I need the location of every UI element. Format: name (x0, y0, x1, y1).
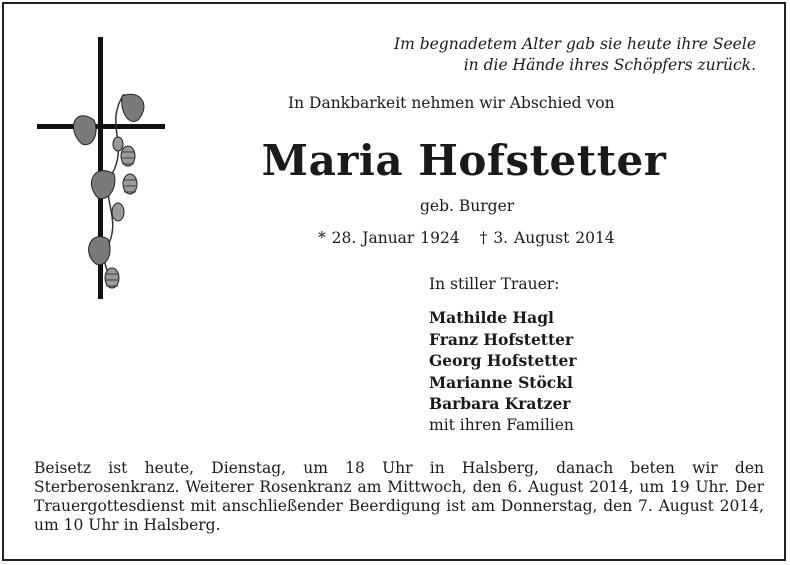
quote-line: in die Hände ihres Schöpfers zurück. (463, 56, 756, 74)
mourner: Mathilde Hagl (429, 308, 554, 327)
quote-line: Im begnadetem Alter gab sie heute ihre Seele (393, 35, 756, 53)
mourner: Georg Hofstetter (429, 351, 577, 370)
intro-line: In Dankbarkeit nehmen wir Abschied von (288, 94, 615, 112)
mourning-label: In stiller Trauer: (429, 275, 560, 293)
mourner: Marianne Stöckl (429, 372, 573, 392)
deceased-name: Maria Hofstetter (261, 136, 667, 185)
mourners-list (429, 307, 577, 436)
funeral-details: Beisetz ist heute, Dienstag, um 18 Uhr in Halsberg, danach beten wir den Sterberosenkranz. Weiterer Rosenkranz am Mittwoch, den 6. August 2014, um 19 Uhr. Der Trauergottesdienst mit anschließender Beerdigung ist am Donnerstag, den 7. August 2014, um 10 Uhr in Halsberg. (34, 459, 764, 534)
birth-name: geb. Burger (420, 197, 515, 215)
death-date: † 3. August 2014 (479, 229, 615, 247)
families-line: mit ihren Familien (429, 415, 574, 434)
quote (394, 34, 756, 76)
obituary-notice (2, 2, 786, 561)
mourner: Barbara Kratzer (429, 394, 571, 413)
mourner: Franz Hofstetter (429, 329, 574, 349)
birth-date: * 28. Januar 1924 (318, 229, 460, 247)
life-dates (318, 229, 615, 247)
